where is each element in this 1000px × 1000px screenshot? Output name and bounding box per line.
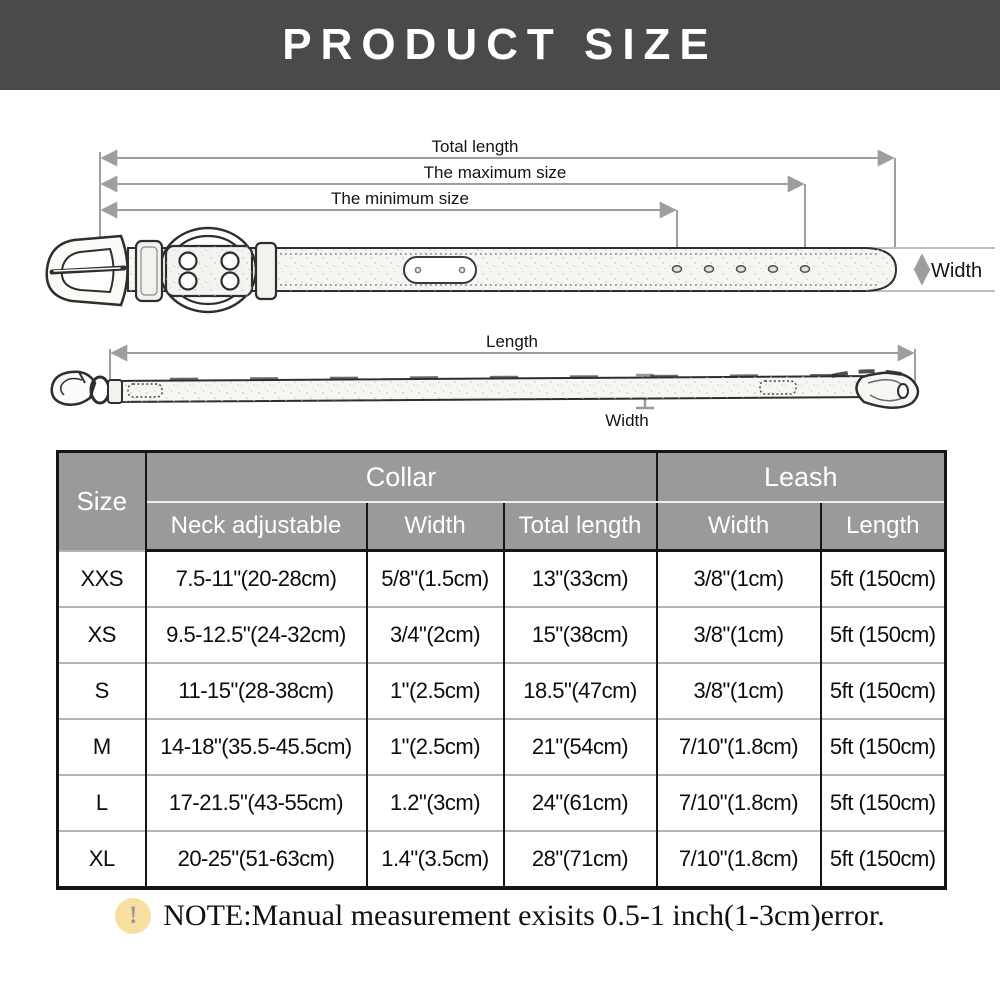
leash-length-cell: 5ft (150cm) <box>821 663 946 719</box>
size-cell: XS <box>58 607 146 663</box>
leash-group-header: Leash <box>657 452 946 503</box>
size-cell: XXS <box>58 551 146 608</box>
total-length-cell: 28"(71cm) <box>504 831 657 888</box>
product-size-banner <box>0 0 1000 90</box>
neck-cell: 14-18"(35.5-45.5cm) <box>146 719 367 775</box>
leash-length-cell: 5ft (150cm) <box>821 719 946 775</box>
total-length-cell: 21"(54cm) <box>504 719 657 775</box>
table-row <box>58 775 946 831</box>
collar-group-header: Collar <box>146 452 657 503</box>
collar-buckle <box>47 236 128 305</box>
total-length-header: Total length <box>504 502 657 551</box>
table-subheader-row <box>58 502 946 551</box>
page-title: PRODUCT SIZE <box>282 20 718 69</box>
collar-width-cell: 1"(2.5cm) <box>367 719 504 775</box>
neck-cell: 9.5-12.5"(24-32cm) <box>146 607 367 663</box>
collar-width-cell: 1"(2.5cm) <box>367 663 504 719</box>
table-row <box>58 551 946 608</box>
leash-length-label: Length <box>486 332 538 351</box>
leash-width-cell: 7/10"(1.8cm) <box>657 719 821 775</box>
leash-length-cell: 5ft (150cm) <box>821 775 946 831</box>
leash-length-cell: 5ft (150cm) <box>821 831 946 888</box>
collar-dimension-diagram <box>0 110 1000 325</box>
leash-width-cell: 7/10"(1.8cm) <box>657 775 821 831</box>
leash-width-cell: 3/8"(1cm) <box>657 607 821 663</box>
maximum-size-label: The maximum size <box>423 163 567 182</box>
minimum-size-label: The minimum size <box>331 189 469 208</box>
total-length-cell: 24"(61cm) <box>504 775 657 831</box>
table-row <box>58 607 946 663</box>
neck-cell: 20-25"(51-63cm) <box>146 831 367 888</box>
leash-width-cell: 3/8"(1cm) <box>657 551 821 608</box>
collar-width-cell: 1.2"(3cm) <box>367 775 504 831</box>
neck-cell: 17-21.5"(43-55cm) <box>146 775 367 831</box>
table-row <box>58 831 946 888</box>
table-row <box>58 663 946 719</box>
leash-width-cell: 7/10"(1.8cm) <box>657 831 821 888</box>
neck-adjustable-header: Neck adjustable <box>146 502 367 551</box>
size-table <box>56 450 947 890</box>
size-cell: XL <box>58 831 146 888</box>
collar-width-cell: 5/8"(1.5cm) <box>367 551 504 608</box>
collar-width-cell: 1.4"(3.5cm) <box>367 831 504 888</box>
total-length-cell: 18.5"(47cm) <box>504 663 657 719</box>
measurement-note <box>0 898 1000 934</box>
table-group-header-row <box>58 452 946 503</box>
leash-width-cell: 3/8"(1cm) <box>657 663 821 719</box>
collar-keeper-left <box>136 241 162 301</box>
total-length-label: Total length <box>431 137 519 156</box>
collar-width-label: Width <box>931 260 983 282</box>
table-row <box>58 719 946 775</box>
leash-length-cell: 5ft (150cm) <box>821 551 946 608</box>
total-length-cell: 13"(33cm) <box>504 551 657 608</box>
size-cell: M <box>58 719 146 775</box>
neck-cell: 7.5-11"(20-28cm) <box>146 551 367 608</box>
leash-width-label: Width <box>605 411 649 430</box>
leash-length-header: Length <box>821 502 946 551</box>
leash-dimension-diagram <box>0 325 1000 440</box>
neck-cell: 11-15"(28-38cm) <box>146 663 367 719</box>
leash-width-header: Width <box>657 502 821 551</box>
leash-length-cell: 5ft (150cm) <box>821 607 946 663</box>
note-text: NOTE:Manual measurement exisits 0.5-1 inch(1-3cm)error. <box>163 899 885 932</box>
collar-drawing <box>47 228 896 312</box>
leash-drawing <box>52 371 918 408</box>
collar-keeper-right <box>256 243 276 299</box>
size-cell: S <box>58 663 146 719</box>
size-column-header: Size <box>58 452 146 551</box>
collar-rivet-plate <box>166 246 252 296</box>
leash-snap-hook <box>52 372 122 405</box>
collar-width-header: Width <box>367 502 504 551</box>
collar-name-plate <box>404 257 476 283</box>
total-length-cell: 15"(38cm) <box>504 607 657 663</box>
collar-width-cell: 3/4"(2cm) <box>367 607 504 663</box>
exclamation-icon: ! <box>115 898 151 934</box>
size-cell: L <box>58 775 146 831</box>
